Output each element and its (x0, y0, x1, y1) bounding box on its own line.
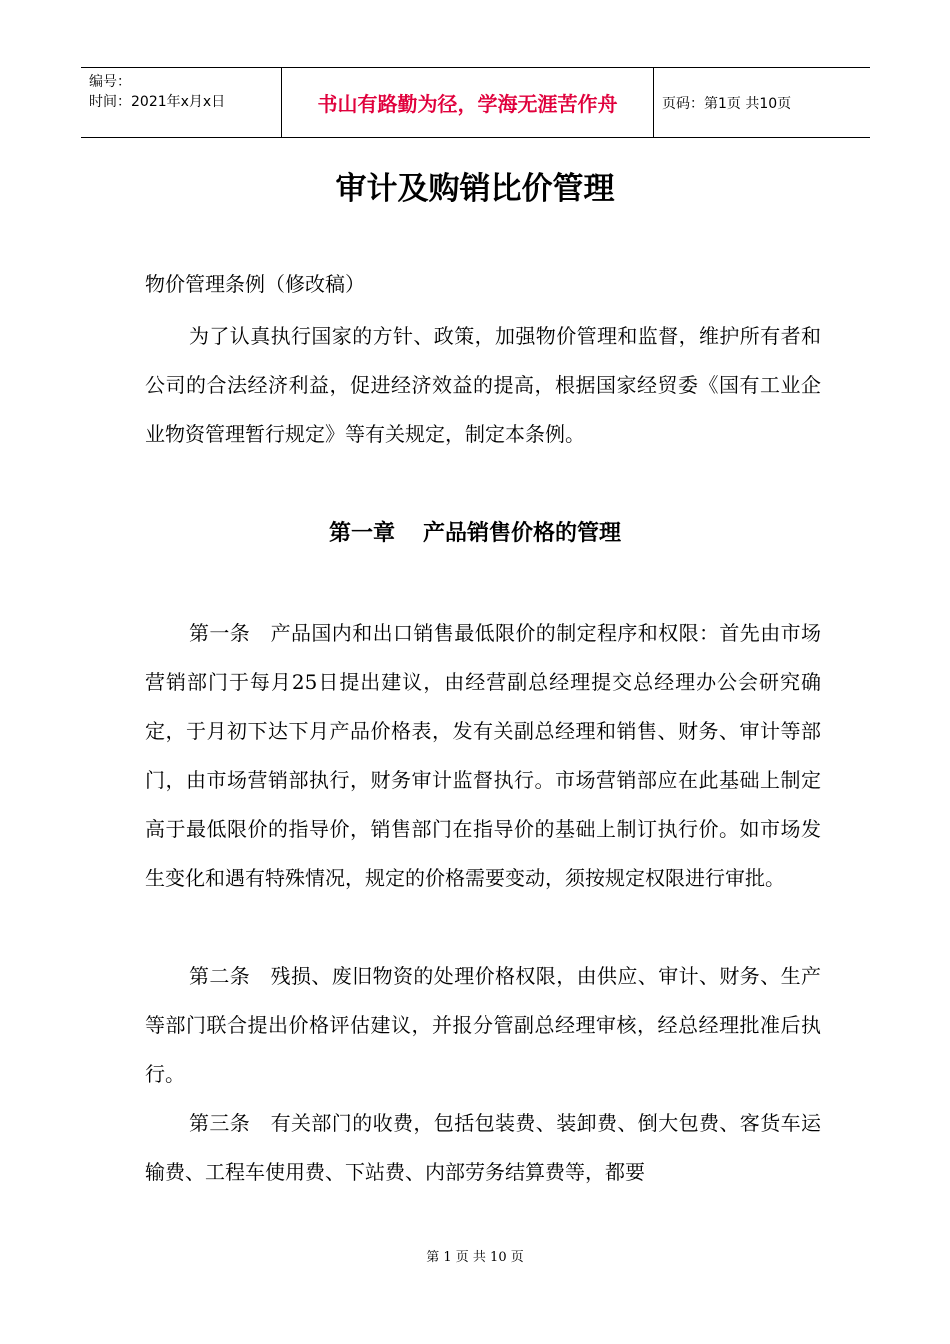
document-title: 审计及购销比价管理 (335, 171, 615, 207)
document-subtitle: 物价管理条例（修改稿） (145, 272, 365, 296)
chapter-heading (0, 516, 950, 547)
time-label: 时间：2021年x月x日 (89, 94, 226, 110)
number-label: 编号： (89, 74, 131, 90)
chapter-name: 产品销售价格的管理 (423, 521, 622, 546)
intro-paragraph: 为了认真执行国家的方针、政策，加强物价管理和监督，维护所有者和公司的合法经济利益，促进经济效益的提高，根据国家经贸委《国有工业企业物资管理暂行规定》等有关规定，制定本条例。 (145, 324, 821, 446)
page-footer: 第 1 页 共 10 页 (426, 1250, 524, 1265)
header-page-info: 页码：第1页 共10页 (662, 95, 792, 112)
article-1: 第一条 产品国内和出口销售最低限价的制定程序和权限：首先由市场营销部门于每月25日提出建议，由经营副总经理提交总经理办公会研究确定，于月初下达下月产品价格表，发有关副总经理和销售、财务、审计等部门，由市场营销部执行，财务审计监督执行。市场营销部应在此基础上制定高于最低限价的指导价，销售部门在指导价的基础上制订执行价。如市场发生变化和遇有特殊情况，规定的价格需要变动，须按规定权限进行审批。 (145, 621, 821, 890)
article-2: 第二条 残损、废旧物资的处理价格权限，由供应、审计、财务、生产等部门联合提出价格评估建议，并报分管副总经理审核，经总经理批准后执行。 (145, 964, 821, 1086)
article-3: 第三条 有关部门的收费，包括包装费、装卸费、倒大包费、客货车运输费、工程车使用费、下站费、内部劳务结算费等，都要 (145, 1111, 821, 1184)
header-meta (81, 68, 281, 137)
document-header (81, 67, 870, 138)
chapter-number: 第一章 (328, 521, 395, 546)
header-motto: 书山有路勤为径，学海无涯苦作舟 (281, 68, 654, 137)
